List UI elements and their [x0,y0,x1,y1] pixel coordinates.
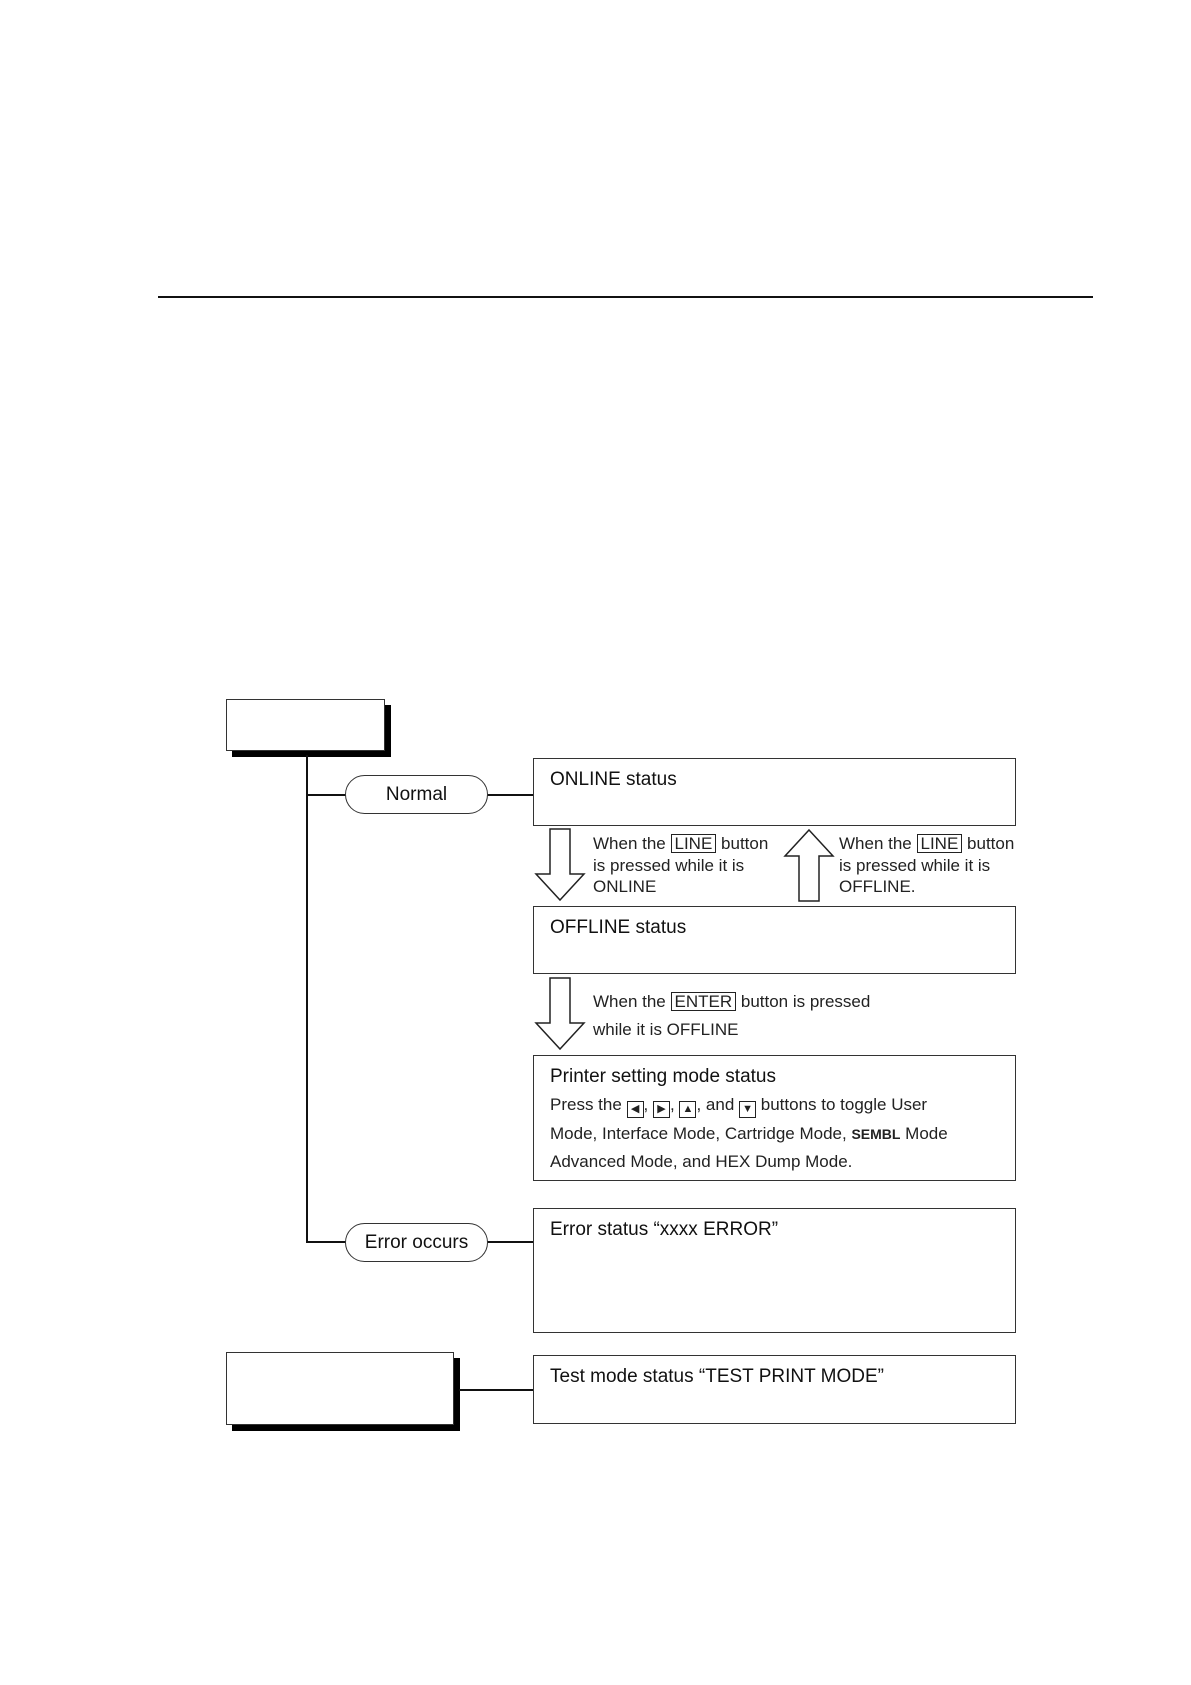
right-arrow-icon: ▶ [653,1101,670,1118]
normal-branch-line [306,794,346,796]
offline-status-box [533,906,1016,974]
online-status-box [533,758,1016,826]
normal-to-online-line [487,794,534,796]
test-to-status-line [459,1389,534,1391]
up-arrow-to-online [783,828,835,902]
test-mode-entry-box [226,1352,454,1425]
to-online-note: When the LINE button is pressed while it is OFFLINE. [839,834,1015,896]
left-arrow-icon: ◀ [627,1101,644,1118]
main-trunk-line [306,755,308,1243]
to-offline-note: When the LINE button is pressed while it is ONLINE [593,834,769,896]
test-mode-status-box [533,1355,1016,1424]
offline-status-label: OFFLINE status [550,917,687,938]
error-status-box [533,1208,1016,1333]
normal-condition-label: Normal [385,784,448,805]
error-branch-line [306,1241,346,1243]
error-occurs-condition [345,1223,488,1262]
test-mode-status-label: Test mode status “TEST PRINT MODE” [550,1366,884,1387]
header-rule [158,296,1093,298]
printer-setting-status-box [533,1055,1016,1181]
enter-key-label: ENTER [671,992,737,1011]
to-setting-note: When the ENTER button is pressed while it is OFFLINE [593,992,871,1039]
up-arrow-icon: ▲ [679,1101,696,1118]
power-on-box [226,699,385,751]
online-status-label: ONLINE status [550,769,677,790]
down-arrow-icon: ▼ [739,1101,756,1118]
down-arrow-to-setting [534,977,586,1051]
error-status-label: Error status “xxxx ERROR” [550,1219,779,1240]
down-arrow-to-offline [534,828,586,902]
error-occurs-condition-label: Error occurs [364,1232,469,1253]
line-key-label: LINE [671,834,717,853]
error-to-status-line [487,1241,534,1243]
line-key-label-2: LINE [917,834,963,853]
normal-condition [345,775,488,814]
printer-setting-status-label: Printer setting mode status [550,1066,776,1087]
printer-setting-description: Press the ◀ , ▶ , ▲ , and ▼ buttons to toggle User Mode, Interface Mode, Cartridge Mode, SEMBL Mode Advanced Mode, and HEX Dump Mode. [550,1095,948,1171]
